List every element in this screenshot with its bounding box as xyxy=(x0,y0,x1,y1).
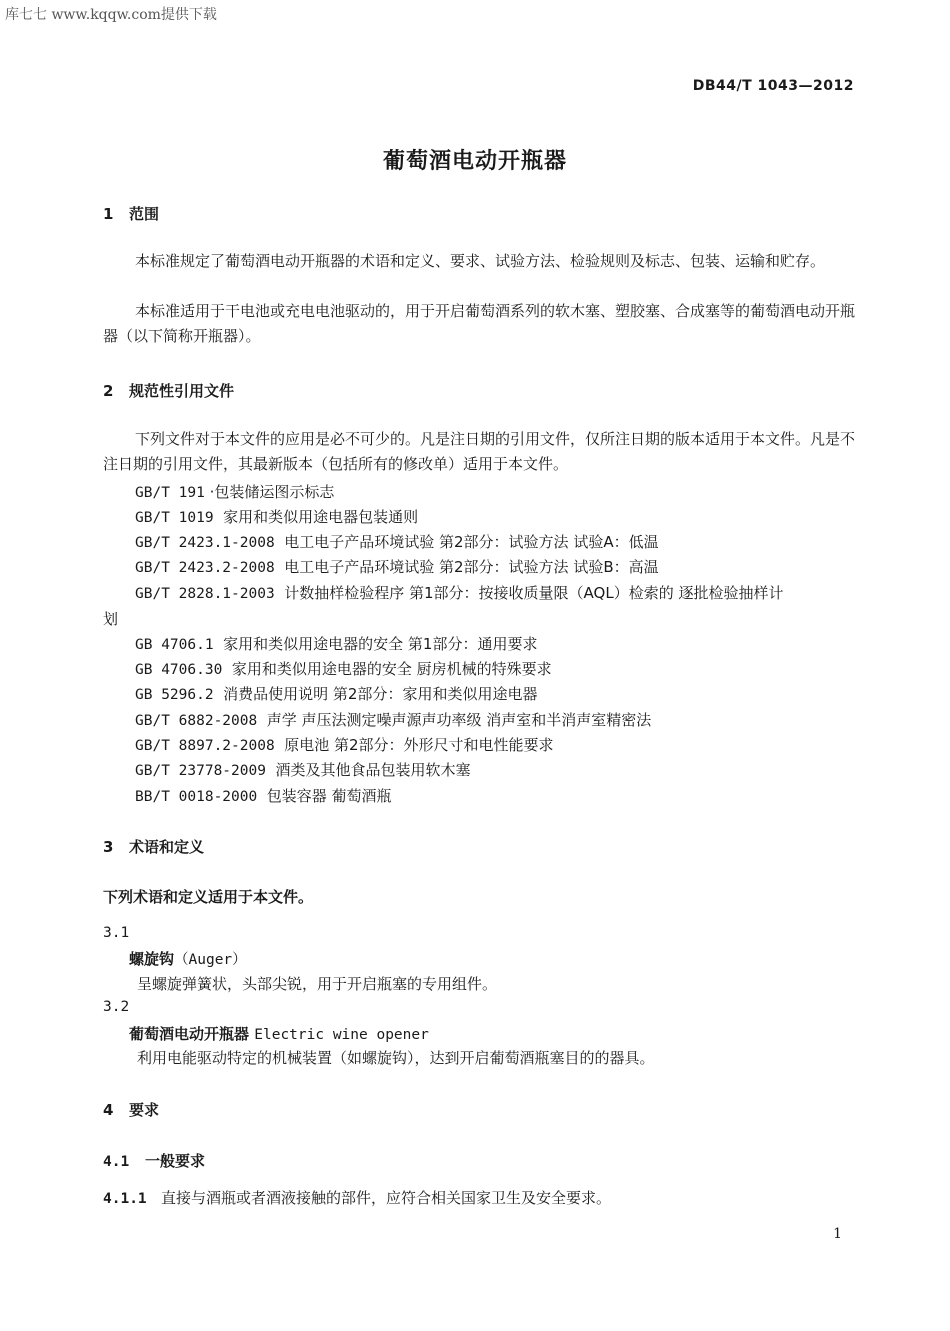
refs-intro: 下列文件对于本文件的应用是必不可少的。凡是注日期的引用文件，仅所注日期的版本适用于本文件。凡是不注日期的引用文件，其最新版本（包括所有的修改单）适用于本文件。 xyxy=(103,430,856,473)
subsection-title: 一般要求 xyxy=(145,1152,206,1170)
section-number: 4 xyxy=(103,1101,114,1119)
section-heading-scope xyxy=(103,203,159,224)
reference-item xyxy=(135,531,659,552)
reference-code: GB/T 23778-2009 xyxy=(135,763,266,779)
section-heading-refs xyxy=(103,380,234,401)
term-name-zh: 螺旋钩 xyxy=(129,950,175,968)
reference-code: GB/T 2828.1-2003 xyxy=(135,586,275,602)
term-name xyxy=(129,948,247,969)
subsection-heading xyxy=(103,1150,205,1171)
terms-intro: 下列术语和定义适用于本文件。 xyxy=(103,888,314,906)
page-number: 1 xyxy=(833,1226,842,1242)
subsection-number: 4.1 xyxy=(103,1154,130,1170)
reference-title: 电工电子产品环境试验 第2部分：试验方法 试验A：低温 xyxy=(284,533,659,551)
reference-code: GB 5296.2 xyxy=(135,687,214,703)
watermark: 库七七 www.kqqw.com提供下载 xyxy=(5,7,217,23)
reference-title: 消费品使用说明 第2部分：家用和类似用途电器 xyxy=(223,685,538,703)
section-number: 3 xyxy=(103,838,114,856)
reference-title: 包装容器 葡萄酒瓶 xyxy=(266,787,392,805)
section-title: 要求 xyxy=(129,1101,160,1119)
term-name-en: Electric wine opener xyxy=(254,1027,429,1043)
term-definition: 呈螺旋弹簧状，头部尖锐，用于开启瓶塞的专用组件。 xyxy=(137,975,498,993)
section-title: 范围 xyxy=(129,205,160,223)
reference-item xyxy=(135,709,651,730)
reference-item xyxy=(135,582,783,603)
reference-code: GB/T 2423.2-2008 xyxy=(135,560,275,576)
reference-code: GB 4706.30 xyxy=(135,662,223,678)
reference-title: 电工电子产品环境试验 第2部分：试验方法 试验B：高温 xyxy=(284,558,659,576)
reference-code: GB 4706.1 xyxy=(135,637,214,653)
reference-item-continuation xyxy=(103,608,118,629)
reference-title: 计数抽样检验程序 第1部分：按接收质量限（AQL）检索的 逐批检验抽样计 xyxy=(284,584,784,602)
scope-paragraph-1: 本标准规定了葡萄酒电动开瓶器的术语和定义、要求、试验方法、检验规则及标志、包装、运输和贮存。 xyxy=(135,252,826,270)
section-heading-requirements xyxy=(103,1099,159,1120)
reference-code: GB/T 8897.2-2008 xyxy=(135,738,275,754)
section-title: 术语和定义 xyxy=(129,838,205,856)
reference-title: 家用和类似用途电器的安全 厨房机械的特殊要求 xyxy=(231,660,552,678)
section-heading-terms xyxy=(103,836,204,857)
reference-item xyxy=(135,759,471,780)
term-number: 3.2 xyxy=(103,999,130,1015)
reference-item xyxy=(135,506,418,527)
clause-item xyxy=(103,1187,611,1208)
term-number: 3.1 xyxy=(103,925,130,941)
reference-code: GB/T 6882-2008 xyxy=(135,713,258,729)
section-number: 1 xyxy=(103,205,114,223)
term-name xyxy=(129,1023,429,1044)
clause-number: 4.1.1 xyxy=(103,1191,147,1207)
scope-paragraph-2: 本标准适用于干电池或充电电池驱动的，用于开启葡萄酒系列的软木塞、塑胶塞、合成塞等的葡萄酒电动开瓶器（以下简称开瓶器）。 xyxy=(103,302,856,345)
reference-title: 家用和类似用途电器的安全 第1部分：通用要求 xyxy=(223,635,538,653)
reference-item xyxy=(135,556,659,577)
reference-code: BB/T 0018-2000 xyxy=(135,789,258,805)
term-name-zh: 葡萄酒电动开瓶器 xyxy=(129,1025,250,1043)
standard-code: DB44/T 1043—2012 xyxy=(692,78,854,94)
section-number: 2 xyxy=(103,382,114,400)
reference-title: 划 xyxy=(103,610,119,628)
reference-title: 酒类及其他食品包装用软木塞 xyxy=(275,761,471,779)
reference-title: ·包装储运图示标志 xyxy=(209,483,335,501)
reference-item xyxy=(135,785,392,806)
reference-item xyxy=(135,658,552,679)
reference-item xyxy=(135,633,537,654)
term-name-en: （Auger） xyxy=(174,952,247,968)
reference-title: 家用和类似用途电器包装通则 xyxy=(223,508,419,526)
section-title: 规范性引用文件 xyxy=(129,382,235,400)
reference-code: GB/T 191 xyxy=(135,485,205,501)
reference-title: 声学 声压法测定噪声源声功率级 消声室和半消声室精密法 xyxy=(266,711,652,729)
reference-code: GB/T 1019 xyxy=(135,510,214,526)
document-title: 葡萄酒电动开瓶器 xyxy=(382,149,567,174)
reference-title: 原电池 第2部分：外形尺寸和电性能要求 xyxy=(284,736,554,754)
reference-item xyxy=(135,481,334,502)
reference-item xyxy=(135,734,554,755)
clause-text: 直接与酒瓶或者酒液接触的部件，应符合相关国家卫生及安全要求。 xyxy=(161,1189,612,1207)
reference-code: GB/T 2423.1-2008 xyxy=(135,535,275,551)
term-definition: 利用电能驱动特定的机械装置（如螺旋钩），达到开启葡萄酒瓶塞目的的器具。 xyxy=(137,1049,655,1067)
reference-item xyxy=(135,683,537,704)
